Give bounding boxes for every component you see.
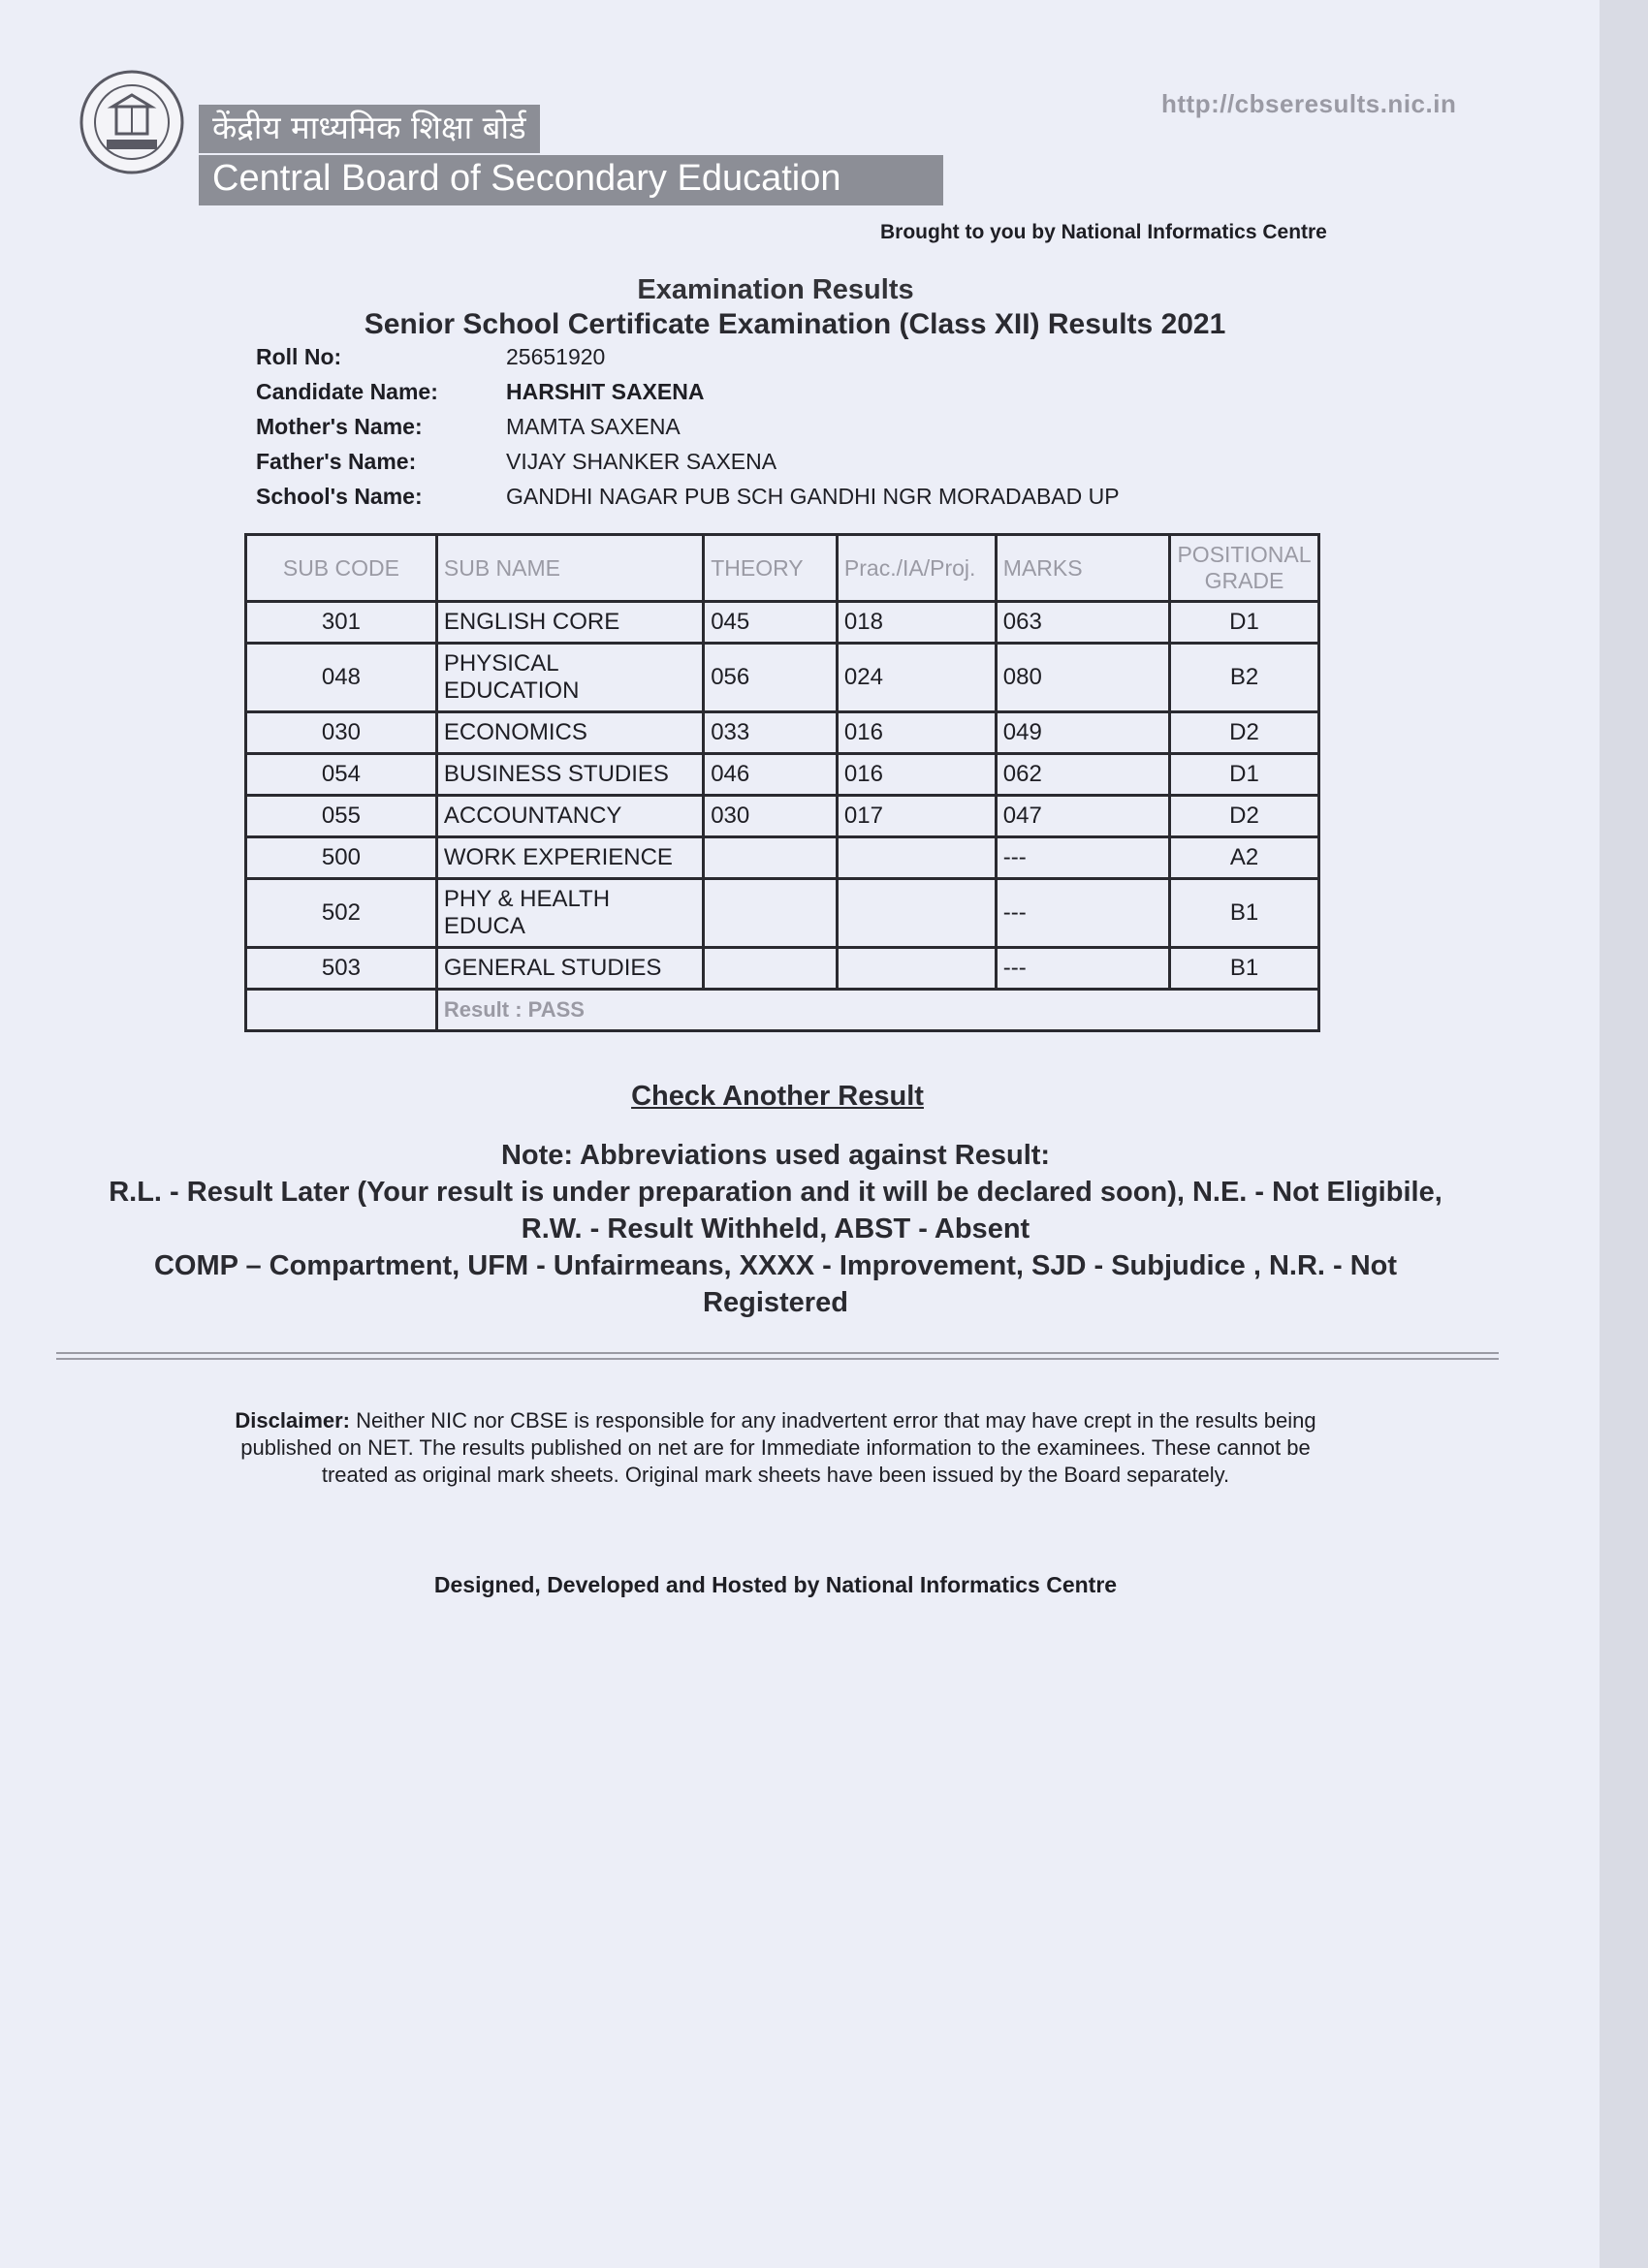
candidate-info — [256, 339, 1120, 514]
candidate-name-label: Candidate Name: — [256, 378, 438, 404]
roll-no-row — [256, 339, 1120, 374]
theory-cell — [704, 948, 838, 990]
theory-cell: 033 — [704, 712, 838, 754]
header-prac: Prac./IA/Proj. — [837, 535, 996, 602]
results-table — [244, 533, 1320, 1032]
divider — [56, 1352, 1499, 1360]
disclaimer — [233, 1407, 1318, 1489]
theory-cell: 056 — [704, 644, 838, 712]
board-name-english: Central Board of Secondary Education — [199, 155, 943, 205]
cbse-emblem-icon — [78, 68, 186, 176]
notes-line-3: COMP – Compartment, UFM - Unfairmeans, XXXX - Improvement, SJD - Subjudice , N.R. - Not Registered — [153, 1250, 1398, 1318]
sub-code-cell: 502 — [246, 879, 437, 948]
marks-cell: 080 — [996, 644, 1169, 712]
sub-code-cell: 500 — [246, 837, 437, 879]
marks-cell: 049 — [996, 712, 1169, 754]
father-name-row — [256, 444, 1120, 479]
sub-code-cell: 301 — [246, 602, 437, 644]
table-row — [246, 879, 1319, 948]
table-row — [246, 602, 1319, 644]
theory-cell — [704, 879, 838, 948]
notes-heading: Note: Abbreviations used against Result: — [500, 1140, 1051, 1171]
sub-name-cell: ACCOUNTANCY — [436, 796, 703, 837]
result-status: Result : PASS — [436, 990, 1318, 1031]
notes-line-1: R.L. - Result Later (Your result is under preparation and it will be declared soon), N.E. - Not Eligibile, — [109, 1177, 1442, 1208]
result-row — [246, 990, 1319, 1031]
sub-code-cell: 030 — [246, 712, 437, 754]
grade-cell: D1 — [1169, 754, 1318, 796]
marks-cell: --- — [996, 948, 1169, 990]
sub-code-cell: 054 — [246, 754, 437, 796]
table-row — [246, 644, 1319, 712]
roll-no-label: Roll No: — [256, 343, 342, 369]
sub-code-cell: 055 — [246, 796, 437, 837]
sub-code-cell: 503 — [246, 948, 437, 990]
grade-cell: D1 — [1169, 602, 1318, 644]
sub-name-cell: ENGLISH CORE — [436, 602, 703, 644]
table-row — [246, 712, 1319, 754]
prac-cell: 017 — [837, 796, 996, 837]
marks-cell: 047 — [996, 796, 1169, 837]
prac-cell: 024 — [837, 644, 996, 712]
disclaimer-text: Neither NIC nor CBSE is responsible for any inadvertent error that may have crept in the results being published on NET. The results published on net are for Immediate information to the examinees. These cannot be treated as original mark sheets. Original mark sheets have been issued by the Board separately. — [240, 1408, 1316, 1487]
prac-cell — [837, 879, 996, 948]
header-sub-code: SUB CODE — [246, 535, 437, 602]
exam-subtitle: Senior School Certificate Examination (Class XII) Results 2021 — [364, 308, 1226, 340]
father-name-label: Father's Name: — [256, 448, 417, 474]
theory-cell: 046 — [704, 754, 838, 796]
grade-cell: B1 — [1169, 879, 1318, 948]
abbreviation-notes — [58, 1137, 1493, 1321]
marks-cell: 063 — [996, 602, 1169, 644]
header-theory: THEORY — [704, 535, 838, 602]
site-url[interactable]: http://cbseresults.nic.in — [1161, 89, 1457, 118]
sub-name-cell: WORK EXPERIENCE — [436, 837, 703, 879]
prac-cell: 016 — [837, 712, 996, 754]
disclaimer-label: Disclaimer: — [235, 1408, 351, 1433]
footer-credit: Designed, Developed and Hosted by National Informatics Centre — [433, 1572, 1118, 1597]
sub-code-cell: 048 — [246, 644, 437, 712]
brought-by-text: Brought to you by National Informatics Centre — [880, 221, 1327, 243]
school-name-row — [256, 479, 1120, 514]
empty-cell — [246, 990, 437, 1031]
mother-name-label: Mother's Name: — [256, 413, 423, 439]
header-marks: MARKS — [996, 535, 1169, 602]
sub-name-cell: ECONOMICS — [436, 712, 703, 754]
table-row — [246, 796, 1319, 837]
theory-cell: 045 — [704, 602, 838, 644]
board-banner — [199, 105, 943, 205]
grade-cell: D2 — [1169, 796, 1318, 837]
prac-cell — [837, 948, 996, 990]
marks-cell: --- — [996, 879, 1169, 948]
sub-name-text: PHYSICAL EDUCATION — [443, 650, 580, 704]
grade-cell: B1 — [1169, 948, 1318, 990]
table-row — [246, 837, 1319, 879]
candidate-name-row — [256, 374, 1120, 409]
prac-cell — [837, 837, 996, 879]
roll-no-value: 25651920 — [506, 343, 606, 369]
table-row — [246, 754, 1319, 796]
check-another-result-link[interactable]: Check Another Result — [631, 1081, 924, 1112]
theory-cell: 030 — [704, 796, 838, 837]
sub-name-cell: GENERAL STUDIES — [436, 948, 703, 990]
sub-name-text: PHY & HEALTH EDUCA — [443, 886, 611, 939]
grade-cell: B2 — [1169, 644, 1318, 712]
page-title: Examination Results — [637, 274, 914, 305]
sub-name-cell — [436, 644, 703, 712]
header-sub-name: SUB NAME — [436, 535, 703, 602]
notes-line-2: R.W. - Result Withheld, ABST - Absent — [521, 1213, 1030, 1244]
school-name-value: GANDHI NAGAR PUB SCH GANDHI NGR MORADABAD UP — [506, 483, 1120, 509]
board-name-hindi: केंद्रीय माध्यमिक शिक्षा बोर्ड — [199, 105, 540, 153]
theory-cell — [704, 837, 838, 879]
table-row — [246, 948, 1319, 990]
grade-cell: A2 — [1169, 837, 1318, 879]
mother-name-row — [256, 409, 1120, 444]
sub-name-cell: BUSINESS STUDIES — [436, 754, 703, 796]
candidate-name-value: HARSHIT SAXENA — [506, 378, 705, 404]
table-header-row — [246, 535, 1319, 602]
marks-cell: --- — [996, 837, 1169, 879]
mother-name-value: MAMTA SAXENA — [506, 413, 681, 439]
paper-edge — [1600, 0, 1648, 2268]
marks-cell: 062 — [996, 754, 1169, 796]
sub-name-cell — [436, 879, 703, 948]
school-name-label: School's Name: — [256, 483, 423, 509]
header-positional-grade: POSITIONAL GRADE — [1169, 535, 1318, 602]
prac-cell: 016 — [837, 754, 996, 796]
father-name-value: VIJAY SHANKER SAXENA — [506, 448, 777, 474]
prac-cell: 018 — [837, 602, 996, 644]
grade-cell: D2 — [1169, 712, 1318, 754]
